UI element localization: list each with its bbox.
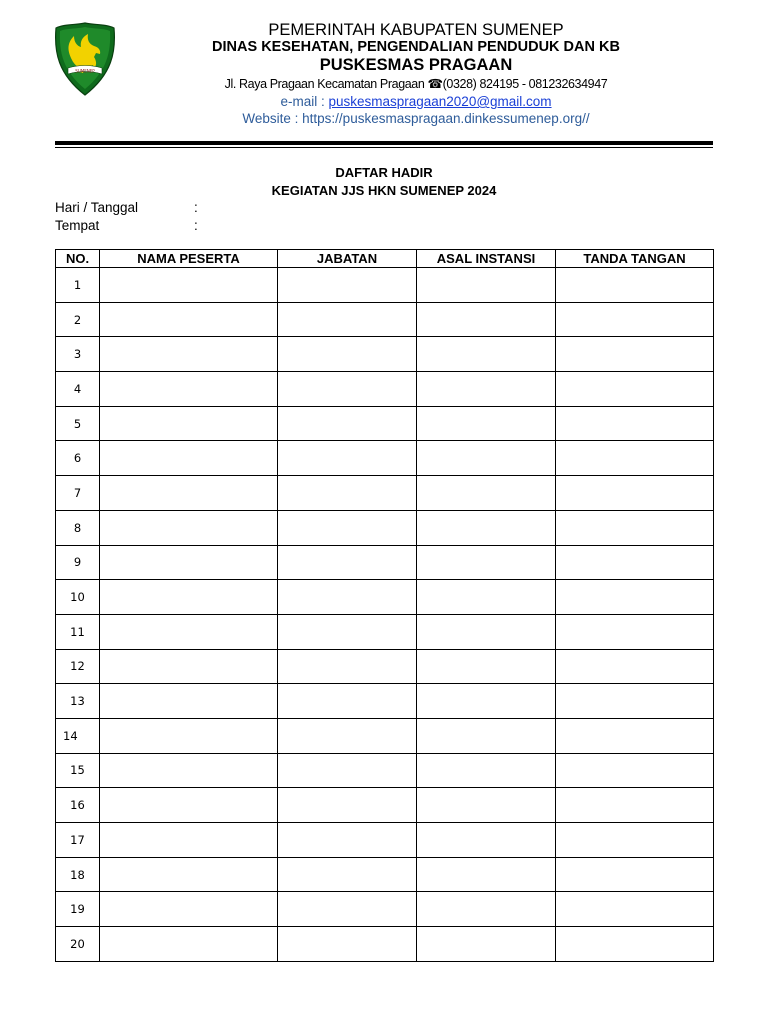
- table-row: [56, 684, 714, 719]
- row-number: 14: [56, 718, 100, 753]
- nama-peserta-cell[interactable]: [100, 718, 278, 753]
- nama-peserta-cell[interactable]: [100, 684, 278, 719]
- row-number: 12: [56, 649, 100, 684]
- row-number: 13: [56, 684, 100, 719]
- document-subtitle: KEGIATAN JJS HKN SUMENEP 2024: [271, 183, 497, 198]
- pegasus-shield-icon: [54, 22, 116, 96]
- asal-instansi-cell[interactable]: [417, 614, 556, 649]
- row-number: 7: [56, 476, 100, 511]
- row-number: 2: [56, 302, 100, 337]
- tanda-tangan-cell[interactable]: [556, 649, 714, 684]
- asal-instansi-cell[interactable]: [417, 649, 556, 684]
- document-title: DAFTAR HADIR: [335, 165, 433, 180]
- asal-instansi-cell[interactable]: [417, 788, 556, 823]
- meta-place-row: [55, 218, 198, 233]
- table-row: [56, 614, 714, 649]
- header-asal-instansi: ASAL INSTANSI: [417, 250, 556, 268]
- tanda-tangan-cell[interactable]: [556, 892, 714, 927]
- row-number: 11: [56, 614, 100, 649]
- address-text: Jl. Raya Pragaan Kecamatan Pragaan: [224, 77, 425, 91]
- nama-peserta-cell[interactable]: [100, 788, 278, 823]
- tanda-tangan-cell[interactable]: [556, 302, 714, 337]
- nama-peserta-cell[interactable]: [100, 857, 278, 892]
- table-row: [56, 372, 714, 407]
- table-row: [56, 857, 714, 892]
- asal-instansi-cell[interactable]: [417, 476, 556, 511]
- jabatan-cell[interactable]: [278, 302, 417, 337]
- table-row: [56, 510, 714, 545]
- tanda-tangan-cell[interactable]: [556, 788, 714, 823]
- asal-instansi-cell[interactable]: [417, 510, 556, 545]
- attendance-table: [55, 249, 714, 962]
- letterhead-website[interactable]: Website : https://puskesmaspragaan.dinkessumenep.org//: [242, 111, 590, 126]
- letterhead-address: [120, 76, 712, 91]
- table-row: [56, 302, 714, 337]
- row-number: 6: [56, 441, 100, 476]
- nama-peserta-cell[interactable]: [100, 510, 278, 545]
- table-row: [56, 441, 714, 476]
- header-nama-peserta: NAMA PESERTA: [100, 250, 278, 268]
- asal-instansi-cell[interactable]: [417, 892, 556, 927]
- tanda-tangan-cell[interactable]: [556, 614, 714, 649]
- jabatan-cell[interactable]: [278, 406, 417, 441]
- tanda-tangan-cell[interactable]: [556, 406, 714, 441]
- nama-peserta-cell[interactable]: [100, 337, 278, 372]
- table-row: [56, 718, 714, 753]
- row-number: 1: [56, 268, 100, 303]
- letterhead-institution: PUSKESMAS PRAGAAN: [319, 56, 513, 74]
- jabatan-cell[interactable]: [278, 545, 417, 580]
- tanda-tangan-cell[interactable]: [556, 718, 714, 753]
- header-no: NO.: [56, 250, 100, 268]
- nama-peserta-cell[interactable]: [100, 545, 278, 580]
- letterhead-email: [120, 94, 712, 109]
- asal-instansi-cell[interactable]: [417, 372, 556, 407]
- table-body: [56, 268, 714, 962]
- tanda-tangan-cell[interactable]: [556, 753, 714, 788]
- asal-instansi-cell[interactable]: [417, 718, 556, 753]
- email-label: e-mail :: [280, 94, 329, 109]
- letterhead-government: PEMERINTAH KABUPATEN SUMENEP: [268, 21, 564, 39]
- row-number: 16: [56, 788, 100, 823]
- jabatan-cell[interactable]: [278, 684, 417, 719]
- meta-date-label: Hari / Tanggal: [55, 200, 139, 215]
- tanda-tangan-cell[interactable]: [556, 476, 714, 511]
- header-tanda-tangan: TANDA TANGAN: [556, 250, 714, 268]
- jabatan-cell[interactable]: [278, 510, 417, 545]
- nama-peserta-cell[interactable]: [100, 649, 278, 684]
- nama-peserta-cell[interactable]: [100, 406, 278, 441]
- tanda-tangan-cell[interactable]: [556, 510, 714, 545]
- asal-instansi-cell[interactable]: [417, 927, 556, 962]
- jabatan-cell[interactable]: [278, 268, 417, 303]
- row-number: 15: [56, 753, 100, 788]
- tanda-tangan-cell[interactable]: [556, 823, 714, 858]
- nama-peserta-cell[interactable]: [100, 580, 278, 615]
- asal-instansi-cell[interactable]: [417, 545, 556, 580]
- row-number: 10: [56, 580, 100, 615]
- table-row: [56, 788, 714, 823]
- asal-instansi-cell[interactable]: [417, 441, 556, 476]
- letterhead-divider-thin: [55, 147, 713, 149]
- row-number: 4: [56, 372, 100, 407]
- nama-peserta-cell[interactable]: [100, 476, 278, 511]
- tanda-tangan-cell[interactable]: [556, 268, 714, 303]
- jabatan-cell[interactable]: [278, 580, 417, 615]
- row-number: 3: [56, 337, 100, 372]
- row-number: 20: [56, 927, 100, 962]
- row-number: 9: [56, 545, 100, 580]
- asal-instansi-cell[interactable]: [417, 823, 556, 858]
- jabatan-cell[interactable]: [278, 614, 417, 649]
- tanda-tangan-cell[interactable]: [556, 545, 714, 580]
- asal-instansi-cell[interactable]: [417, 857, 556, 892]
- tanda-tangan-cell[interactable]: [556, 372, 714, 407]
- asal-instansi-cell[interactable]: [417, 580, 556, 615]
- tanda-tangan-cell[interactable]: [556, 684, 714, 719]
- row-number: 18: [56, 857, 100, 892]
- tanda-tangan-cell[interactable]: [556, 337, 714, 372]
- jabatan-cell[interactable]: [278, 476, 417, 511]
- table-header-row: [56, 250, 714, 268]
- table-row: [56, 823, 714, 858]
- table-row: [56, 476, 714, 511]
- meta-date-colon: :: [194, 200, 198, 215]
- table-row: [56, 753, 714, 788]
- meta-date-row: [55, 200, 198, 215]
- jabatan-cell[interactable]: [278, 718, 417, 753]
- jabatan-cell[interactable]: [278, 927, 417, 962]
- asal-instansi-cell[interactable]: [417, 268, 556, 303]
- tanda-tangan-cell[interactable]: [556, 857, 714, 892]
- asal-instansi-cell[interactable]: [417, 302, 556, 337]
- table-row: [56, 545, 714, 580]
- row-number: 17: [56, 823, 100, 858]
- row-number: 19: [56, 892, 100, 927]
- table-row: [56, 406, 714, 441]
- nama-peserta-cell[interactable]: [100, 268, 278, 303]
- jabatan-cell[interactable]: [278, 337, 417, 372]
- jabatan-cell[interactable]: [278, 372, 417, 407]
- asal-instansi-cell[interactable]: [417, 406, 556, 441]
- tanda-tangan-cell[interactable]: [556, 927, 714, 962]
- logo-banner-text: SUMENEP: [75, 68, 95, 74]
- nama-peserta-cell[interactable]: [100, 302, 278, 337]
- letterhead-divider-thick: [55, 141, 713, 145]
- nama-peserta-cell[interactable]: [100, 614, 278, 649]
- nama-peserta-cell[interactable]: [100, 372, 278, 407]
- table-row: [56, 649, 714, 684]
- tanda-tangan-cell[interactable]: [556, 441, 714, 476]
- table-row: [56, 580, 714, 615]
- jabatan-cell[interactable]: [278, 788, 417, 823]
- jabatan-cell[interactable]: [278, 823, 417, 858]
- letterhead-department: DINAS KESEHATAN, PENGENDALIAN PENDUDUK DAN KB: [212, 39, 620, 55]
- asal-instansi-cell[interactable]: [417, 337, 556, 372]
- header-jabatan: JABATAN: [278, 250, 417, 268]
- asal-instansi-cell[interactable]: [417, 753, 556, 788]
- table-row: [56, 892, 714, 927]
- row-number: 8: [56, 510, 100, 545]
- jabatan-cell[interactable]: [278, 649, 417, 684]
- nama-peserta-cell[interactable]: [100, 441, 278, 476]
- asal-instansi-cell[interactable]: [417, 684, 556, 719]
- nama-peserta-cell[interactable]: [100, 892, 278, 927]
- nama-peserta-cell[interactable]: [100, 927, 278, 962]
- nama-peserta-cell[interactable]: [100, 823, 278, 858]
- nama-peserta-cell[interactable]: [100, 753, 278, 788]
- meta-place-label: Tempat: [55, 218, 100, 233]
- jabatan-cell[interactable]: [278, 857, 417, 892]
- table-row: [56, 268, 714, 303]
- table-row: [56, 927, 714, 962]
- jabatan-cell[interactable]: [278, 892, 417, 927]
- email-link[interactable]: puskesmaspragaan2020@gmail.com: [328, 94, 552, 109]
- table-row: [56, 337, 714, 372]
- tanda-tangan-cell[interactable]: [556, 580, 714, 615]
- phone-text: ☎(0328) 824195 - 081232634947: [427, 77, 608, 91]
- row-number: 5: [56, 406, 100, 441]
- meta-place-colon: :: [194, 218, 198, 233]
- jabatan-cell[interactable]: [278, 753, 417, 788]
- jabatan-cell[interactable]: [278, 441, 417, 476]
